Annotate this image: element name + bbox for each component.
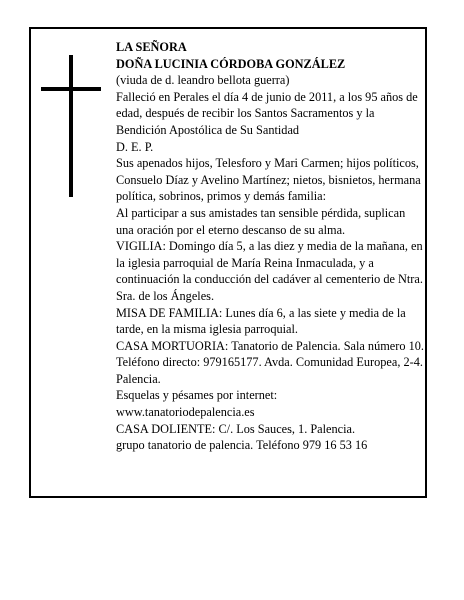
funeral-home-info: CASA MORTUORIA: Tanatorio de Palencia. Sala número 10. Teléfono directo: 979165177. Avda. Comunidad Europea, 2-4. Palencia. [116, 338, 424, 386]
prayer-request: Al participar a sus amistades tan sensible pérdida, suplican una oración por el eterno descanso de su alma. [116, 205, 406, 237]
deceased-name: DOÑA LUCINIA CÓRDOBA GONZÁLEZ [116, 56, 346, 71]
widow-of: (viuda de d. leandro bellota guerra) [116, 73, 290, 88]
online-condolences-label: Esquelas y pésames por internet: [116, 388, 278, 403]
death-details: Falleció en Perales el día 4 de junio de 2011, a los 95 años de edad, después de recibir los Santos Sacramentos y la Bendición Apostólica de Su Santidad [116, 89, 418, 137]
family-home-info: CASA DOLIENTE: C/. Los Sauces, 1. Palencia. [116, 421, 356, 436]
mass-info: MISA DE FAMILIA: Lunes día 6, a las siete y media de la tarde, en la misma iglesia parroquial. [116, 305, 406, 337]
footer-contact: grupo tanatorio de palencia. Teléfono 979 16 53 16 [116, 438, 368, 453]
obituary-notice [29, 27, 427, 498]
family-list: Sus apenados hijos, Telesforo y Mari Carmen; hijos políticos, Consuelo Díaz y Avelino Martínez; nietos, bisnietos, hermana política, sobrinos, primos y demás familia: [116, 156, 421, 204]
rip: D. E. P. [116, 139, 154, 154]
notice-title: LA SEÑORA [116, 40, 187, 54]
notice-text [116, 39, 426, 454]
vigil-info: VIGILIA: Domingo día 5, a las diez y media de la mañana, en la iglesia parroquial de María Reina Inmaculada, y a continuación la conducción del cadáver al cementerio de Ntra. Sra. de los Ángeles. [116, 239, 423, 303]
website-link: www.tanatoriodepalencia.es [116, 405, 255, 420]
